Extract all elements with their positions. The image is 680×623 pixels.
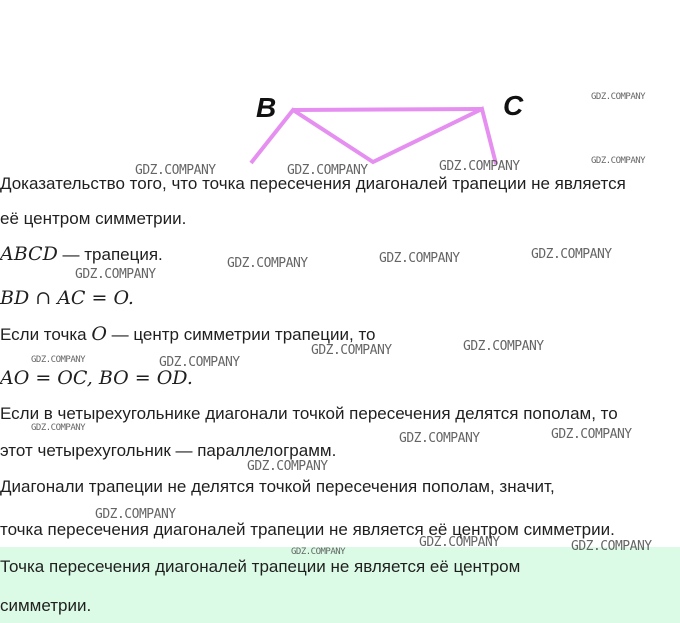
proof-line-10: точка пересечения диагоналей трапеции не является её центром симметрии. bbox=[0, 520, 615, 539]
math-equalities: AO = OC, BO = OD. bbox=[0, 367, 193, 389]
proof-line-equalities bbox=[0, 367, 680, 389]
center-sym-text: — центр симметрии трапеции, то bbox=[106, 325, 376, 344]
watermark: GDZ.COMPANY bbox=[135, 163, 216, 178]
watermark: GDZ.COMPANY bbox=[571, 539, 652, 554]
watermark: GDZ.COMPANY bbox=[591, 92, 646, 102]
watermark: GDZ.COMPANY bbox=[31, 423, 86, 433]
math-intersection: BD ∩ AC = O. bbox=[0, 287, 134, 309]
answer-block bbox=[0, 547, 680, 623]
proof-line-8: этот четырехугольник — параллелограмм. bbox=[0, 441, 337, 460]
if-point-text: Если точка bbox=[0, 325, 92, 344]
proof-line-1: Доказательство того, что точка пересечения диагоналей трапеции не является bbox=[0, 174, 626, 193]
watermark: GDZ.COMPANY bbox=[551, 427, 632, 442]
answer-line-1: Точка пересечения диагоналей трапеции не является её центром bbox=[0, 557, 521, 576]
watermark: GDZ.COMPANY bbox=[591, 156, 646, 166]
proof-line-intersection bbox=[0, 287, 680, 309]
watermark: GDZ.COMPANY bbox=[399, 431, 480, 446]
proof-line-2: её центром симметрии. bbox=[0, 209, 187, 228]
watermark: GDZ.COMPANY bbox=[95, 507, 176, 522]
trapezoid-figure bbox=[0, 0, 680, 170]
trapezoid-word: — трапеция. bbox=[57, 245, 163, 264]
proof-line-center bbox=[0, 324, 680, 345]
watermark: GDZ.COMPANY bbox=[311, 343, 392, 358]
watermark: GDZ.COMPANY bbox=[75, 267, 156, 282]
math-o: O bbox=[91, 323, 107, 345]
watermark: GDZ.COMPANY bbox=[247, 459, 328, 474]
trapezoid-top-base bbox=[293, 109, 482, 110]
watermark: GDZ.COMPANY bbox=[379, 251, 460, 266]
watermark: GDZ.COMPANY bbox=[227, 256, 308, 271]
vertex-label-c: C bbox=[503, 90, 524, 121]
answer-line-2: симметрии. bbox=[0, 596, 92, 615]
proof-line-9: Диагонали трапеции не делятся точкой пересечения пополам, значит, bbox=[0, 477, 555, 496]
watermark: GDZ.COMPANY bbox=[531, 247, 612, 262]
watermark: GDZ.COMPANY bbox=[291, 547, 346, 557]
vertex-label-b: B bbox=[256, 92, 277, 123]
watermark: GDZ.COMPANY bbox=[419, 535, 500, 550]
math-abcd: ABCD bbox=[0, 243, 58, 265]
watermark: GDZ.COMPANY bbox=[31, 355, 86, 365]
watermark: GDZ.COMPANY bbox=[463, 339, 544, 354]
trapezoid-drawing bbox=[0, 0, 680, 170]
trapezoid-lines bbox=[251, 109, 496, 164]
watermark: GDZ.COMPANY bbox=[159, 355, 240, 370]
proof-line-7: Если в четырехугольнике диагонали точкой пересечения делятся пополам, то bbox=[0, 404, 618, 423]
watermark: GDZ.COMPANY bbox=[439, 159, 520, 174]
watermark: GDZ.COMPANY bbox=[287, 163, 368, 178]
